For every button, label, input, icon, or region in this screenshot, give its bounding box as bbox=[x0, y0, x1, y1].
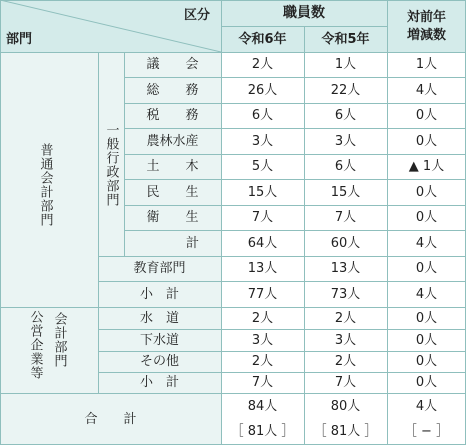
row-value-r6: 64人 bbox=[247, 235, 278, 251]
row-label: 水 道 bbox=[139, 310, 179, 326]
row-value-r5: 22人 bbox=[330, 82, 361, 98]
row-label: 総 務 bbox=[146, 82, 199, 98]
row-value-diff: 0人 bbox=[415, 133, 438, 149]
row-value-r5: 2人 bbox=[334, 310, 357, 326]
row-value-diff: 0人 bbox=[415, 184, 438, 200]
row-value-diff: 1人 bbox=[415, 57, 438, 72]
row-label: 議 会 bbox=[146, 57, 199, 72]
grid-line bbox=[0, 0, 1, 445]
row-value-r5: 13人 bbox=[330, 261, 361, 276]
row-value-diff: 0人 bbox=[415, 310, 438, 326]
row-value-diff: 0人 bbox=[415, 108, 438, 123]
grid-line bbox=[124, 154, 466, 155]
row-label: 下水道 bbox=[139, 332, 179, 348]
row-value-r6: 77人 bbox=[247, 286, 278, 302]
row-value-r5: 3人 bbox=[334, 332, 357, 348]
grid-line bbox=[124, 128, 466, 129]
grid-line bbox=[98, 52, 99, 393]
header-kubun: 区分 bbox=[183, 7, 210, 23]
grid-line bbox=[0, 393, 466, 394]
row-value-diff: 0人 bbox=[415, 375, 438, 390]
row-value-diff: ▲ 1人 bbox=[408, 159, 445, 174]
total-diff: 4人 bbox=[415, 398, 438, 414]
group-general-admin: 一般行政部門 bbox=[103, 123, 119, 207]
row-value-r6: 13人 bbox=[247, 261, 278, 276]
grid-line bbox=[124, 52, 125, 256]
row-label: 衛 生 bbox=[146, 210, 199, 225]
header-change bbox=[387, 0, 466, 52]
row-value-r5: 2人 bbox=[334, 354, 357, 369]
grid-line bbox=[124, 77, 466, 78]
row-label: 税 務 bbox=[146, 108, 199, 123]
grid-line bbox=[98, 372, 466, 373]
grid-line bbox=[0, 52, 466, 53]
grid-line bbox=[124, 179, 466, 180]
grid-line bbox=[0, 0, 466, 1]
row-value-r5: 7人 bbox=[334, 210, 357, 225]
group-public-enterprise: 公営企業等 bbox=[27, 310, 43, 380]
grid-line bbox=[304, 26, 305, 445]
row-label: 民 生 bbox=[146, 184, 199, 200]
row-label: その他 bbox=[139, 354, 179, 369]
row-value-diff: 0人 bbox=[415, 332, 438, 348]
group-accounting: 会計部門 bbox=[51, 312, 67, 368]
row-value-r6: 7人 bbox=[251, 375, 274, 390]
grid-line bbox=[124, 205, 466, 206]
row-value-diff: 0人 bbox=[415, 210, 438, 225]
row-value-r5: 6人 bbox=[334, 159, 357, 174]
grid-line bbox=[98, 329, 466, 330]
header-change-line1: 対前年 bbox=[406, 9, 446, 25]
grid-line bbox=[98, 256, 466, 257]
row-value-r5: 1人 bbox=[334, 57, 357, 72]
header-change-line2: 増減数 bbox=[406, 27, 446, 43]
row-label: 農林水産 bbox=[146, 133, 199, 149]
header-reiwa5: 令和5年 bbox=[304, 26, 387, 52]
total-r6-prev: ［ 81人 ］ bbox=[230, 423, 295, 439]
total-diff-prev: ［ − ］ bbox=[403, 423, 450, 439]
row-value-r6: 2人 bbox=[251, 57, 274, 72]
grid-line bbox=[221, 0, 222, 445]
row-value-r6: 5人 bbox=[251, 159, 274, 174]
total-r5-prev: ［ 81人 ］ bbox=[313, 423, 378, 439]
row-value-r5: 7人 bbox=[334, 375, 357, 390]
grid-line bbox=[387, 0, 388, 445]
row-label: 土 木 bbox=[146, 159, 199, 174]
row-label: 教育部門 bbox=[133, 261, 186, 276]
header-staff-count: 職員数 bbox=[221, 0, 387, 26]
row-value-r6: 6人 bbox=[251, 108, 274, 123]
row-value-r5: 60人 bbox=[330, 235, 361, 251]
row-value-r6: 2人 bbox=[251, 354, 274, 369]
row-value-diff: 4人 bbox=[415, 286, 438, 302]
row-value-diff: 0人 bbox=[415, 261, 438, 276]
row-value-r5: 73人 bbox=[330, 286, 361, 302]
total-r5: 80人 bbox=[330, 398, 361, 414]
grid-line bbox=[124, 230, 466, 231]
row-value-r6: 3人 bbox=[251, 133, 274, 149]
row-label: 小 計 bbox=[139, 375, 179, 390]
total-label: 合 計 bbox=[84, 411, 137, 427]
header-reiwa6: 令和6年 bbox=[221, 26, 304, 52]
row-value-r6: 3人 bbox=[251, 332, 274, 348]
row-value-diff: 0人 bbox=[415, 354, 438, 369]
row-value-r6: 26人 bbox=[247, 82, 278, 98]
header-bumon: 部門 bbox=[6, 31, 33, 47]
row-value-r6: 15人 bbox=[247, 184, 278, 200]
row-value-r5: 15人 bbox=[330, 184, 361, 200]
row-value-r5: 3人 bbox=[334, 133, 357, 149]
grid-line bbox=[124, 103, 466, 104]
total-r6: 84人 bbox=[247, 398, 278, 414]
grid-line bbox=[98, 281, 466, 282]
grid-line bbox=[0, 307, 466, 308]
row-value-diff: 4人 bbox=[415, 235, 438, 251]
group-general: 普通会計部門 bbox=[37, 143, 53, 227]
grid-line bbox=[98, 351, 466, 352]
row-value-diff: 4人 bbox=[415, 82, 438, 98]
row-value-r6: 2人 bbox=[251, 310, 274, 326]
row-value-r5: 6人 bbox=[334, 108, 357, 123]
row-label: 計 bbox=[185, 235, 199, 251]
row-value-r6: 7人 bbox=[251, 210, 274, 225]
row-label: 小 計 bbox=[139, 286, 179, 302]
